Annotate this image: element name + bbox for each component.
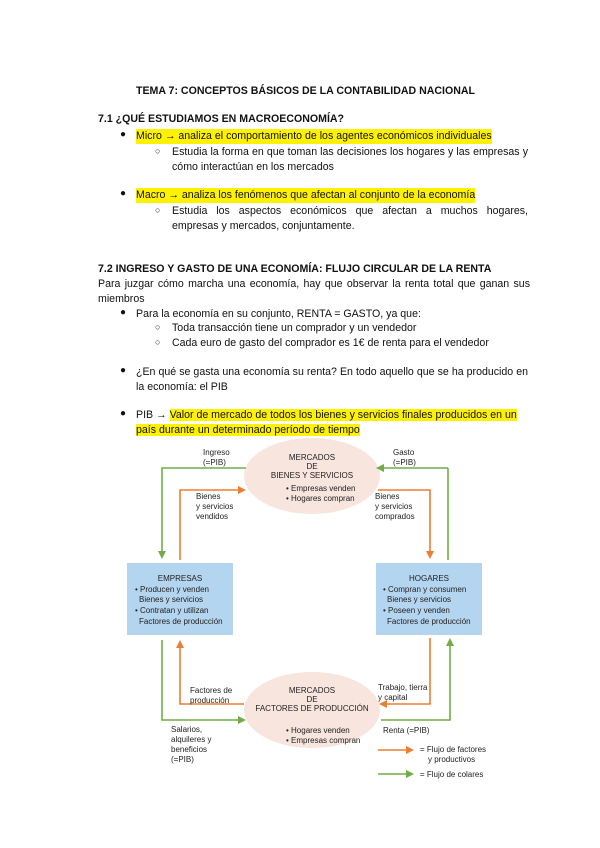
micro-line: Micro → analiza el comportamiento de los agentes económicos individuales [136,130,492,142]
goods-market-title: MERCADOS [288,453,336,462]
intro-paragraph: Para juzgar cómo marcha una economía, hay que observar la renta total que ganan sus miembros [98,278,530,305]
gasto-label: (=PIB) [393,458,416,467]
goods-market-item: • Hogares compran [286,494,355,503]
section-heading-7-2: 7.2 INGRESO Y GASTO DE UNA ECONOMÍA: FLUJO CIRCULAR DE LA RENTA [98,263,492,275]
ingreso-label: (=PIB) [203,458,226,467]
legend-orange-label: y productivos [428,755,476,764]
households-item: • Poseen y venden [383,606,450,615]
trabajo-label: Trabajo, tierra [378,683,428,692]
bienes-vendidos-label: Bienes [196,492,221,501]
factor-market-title: DE [306,695,318,704]
sub-bullet-icon: ○ [155,205,161,215]
sub-bullet-icon: ○ [155,322,161,332]
households-item: Bienes y servicios [387,595,452,604]
salarios-label: (=PIB) [171,755,194,764]
renta-gasto-line: Para la economía en su conjunto, RENTA = GASTO, ya que: [136,308,421,320]
page-title: TEMA 7: CONCEPTOS BÁSICOS DE LA CONTABILIDAD NACIONAL [136,85,476,97]
goods-market-title: DE [306,462,318,471]
salarios-label: Salarios, [171,725,203,734]
factores-label: Factores de [190,686,233,695]
households-item: • Compran y consumen [383,585,467,594]
households-title: HOGARES [408,574,450,583]
firms-item: • Contratan y utilizan [135,606,209,615]
bienes-comprados-label: comprados [375,512,415,521]
bienes-comprados-label: Bienes [375,492,400,501]
section-heading-7-1: 7.1 ¿QUÉ ESTUDIAMOS EN MACROECONOMÍA? [98,113,345,125]
bullet-icon: ● [120,365,127,376]
gasto-label: Gasto [393,448,415,457]
micro-description: Estudia la forma en que toman las decisiones los hogares y las empresas y cómo interactúan en los mercados [172,146,528,173]
firms-item: Bienes y servicios [139,595,204,604]
firms-title: EMPRESAS [157,574,203,583]
pib-prefix: PIB → [136,409,170,421]
factor-market-item: • Empresas compran [286,736,361,745]
renta-label: Renta (=PIB) [383,726,430,735]
firms-item: Factores de producción [139,617,223,626]
salarios-label: alquileres y [171,735,212,744]
households-item: Factores de producción [387,617,471,626]
trabajo-label: y capital [378,693,408,702]
bienes-comprados-label: y servicios [375,502,413,511]
bullet-icon: ● [120,408,127,419]
bullet-icon: ● [120,307,127,318]
bullet-icon: ● [120,188,127,199]
factor-market-item: • Hogares venden [286,726,350,735]
pib-definition-text: Valor de mercado de todos los bienes y servicios finales producidos en un país durante un determinado período de tiempo [136,409,517,436]
salarios-label: beneficios [171,745,208,754]
bienes-vendidos-label: y servicios [196,502,234,511]
bienes-vendidos-label: vendidos [196,512,229,521]
sub-bullet-icon: ○ [155,146,161,156]
firms-item: • Producen y venden [135,585,209,594]
factores-label: producción [190,696,230,705]
factor-market-title: MERCADOS [288,686,336,695]
euro-line: Cada euro de gasto del comprador es 1€ de renta para el vendedor [172,337,489,349]
goods-market-item: • Empresas venden [286,484,356,493]
bullet-icon: ● [120,129,127,140]
salarios-arrow [162,640,244,720]
ingreso-label: Ingreso [203,448,230,457]
factor-market-title: FACTORES DE PRODUCCIÓN [255,704,369,713]
transaction-line: Toda transacción tiene un comprador y un vendedor [172,322,417,334]
sub-bullet-icon: ○ [155,337,161,347]
macro-description: Estudia los aspectos económicos que afectan a muchos hogares, empresas y mercados, conjuntamente. [172,205,528,232]
pib-question: ¿En qué se gasta una economía su renta? En todo aquello que se ha producido en la economía: el PIB [136,366,528,393]
legend-green-label: = Flujo de colares [420,770,484,779]
legend-orange-label: = Flujo de factores [420,745,487,754]
renta-arrow [381,640,450,720]
goods-market-title: BIENES Y SERVICIOS [270,471,354,480]
macro-line: Macro → analiza los fenómenos que afectan al conjunto de la economía [136,189,476,201]
